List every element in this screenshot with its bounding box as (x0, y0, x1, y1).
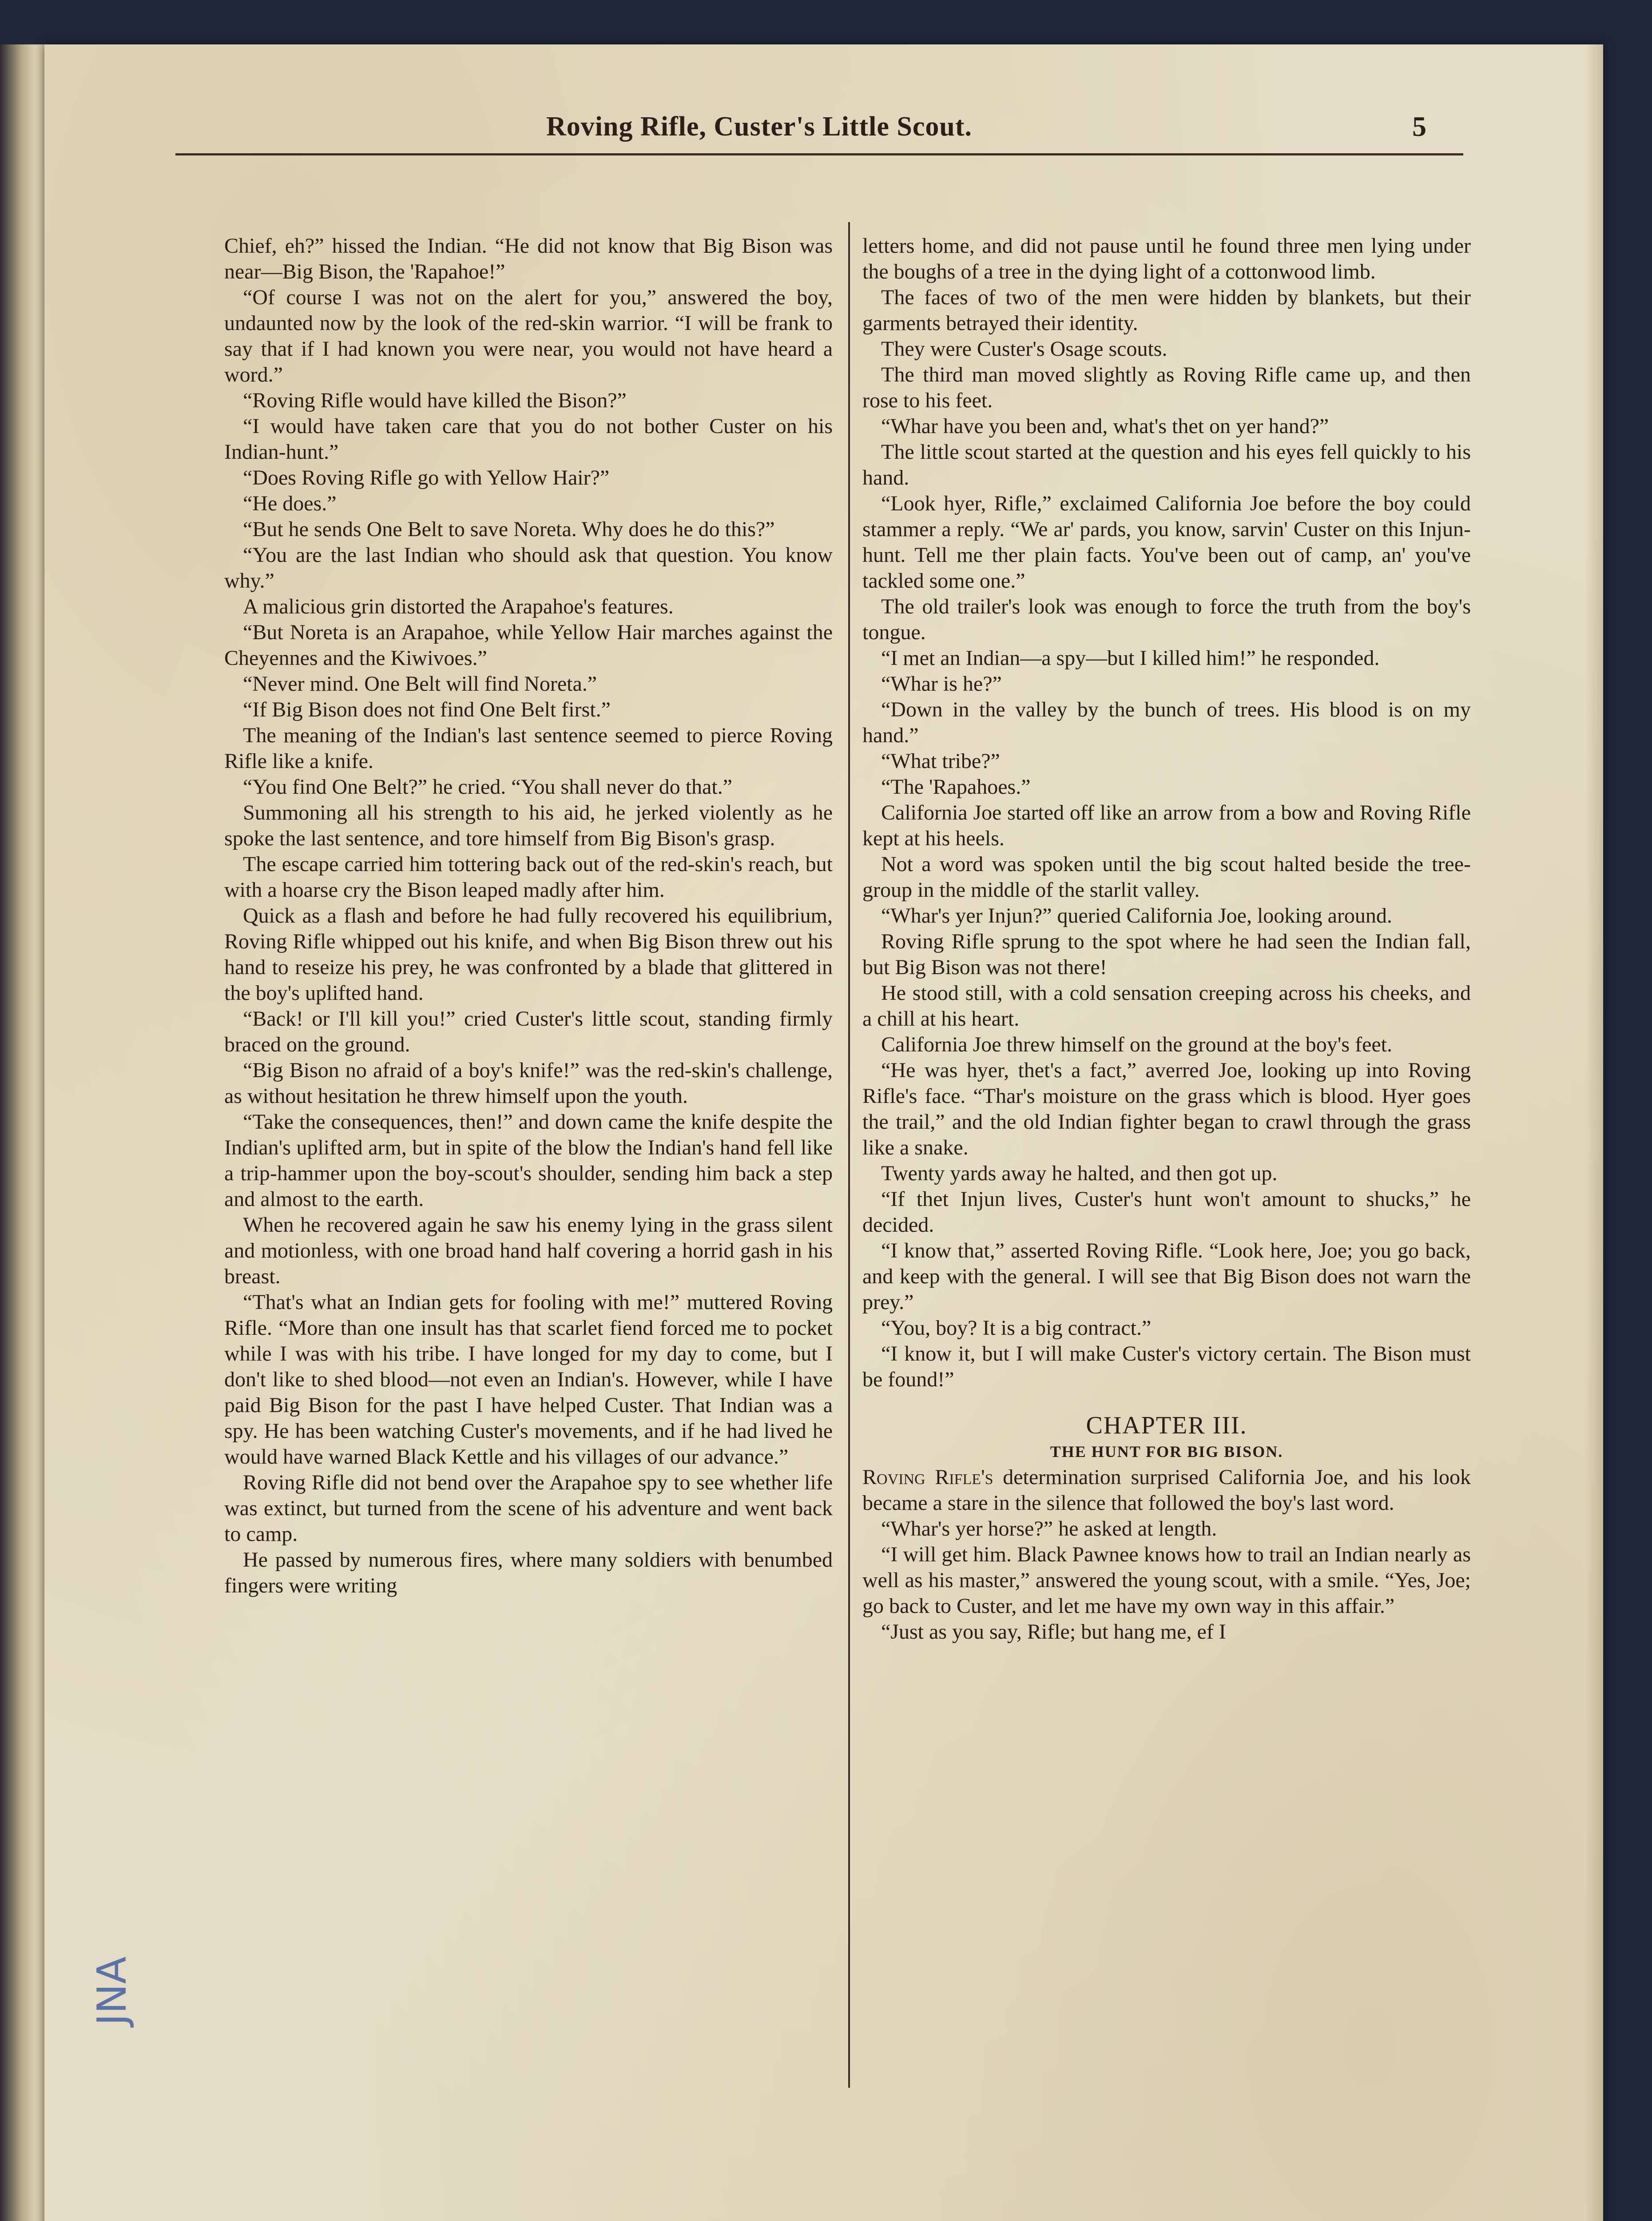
paragraph: “Whar is he?” (881, 672, 1002, 696)
left-column (224, 233, 833, 1599)
paragraph: Roving Rifle did not bend over the Arapahoe spy to see whether life was extinct, but turned from the scene of his adventure and went back to camp. (224, 1471, 833, 1546)
margin-note: JNA (89, 1956, 135, 2026)
paragraph: They were Custer's Osage scouts. (881, 337, 1168, 361)
paragraph: A malicious grin distorted the Arapahoe's features. (243, 595, 674, 618)
paragraph: “You are the last Indian who should ask that question. You know why.” (224, 543, 833, 593)
paragraph: When he recovered again he saw his enemy lying in the grass silent and motionless, with one broad hand half covering a horrid gash in his breast. (224, 1213, 833, 1288)
paragraph: “If thet Injun lives, Custer's hunt won't amount to shucks,” he decided. (862, 1187, 1471, 1237)
paragraph: “Just as you say, Rifle; but hang me, ef I (881, 1620, 1226, 1644)
paragraph: He passed by numerous fires, where many soldiers with benumbed fingers were writing (224, 1548, 833, 1597)
paragraph: letters home, and did not pause until he found three men lying under the boughs of a tree in the dying light of a cottonwood limb. (862, 234, 1471, 283)
paragraph: “Roving Rifle would have killed the Bison?” (243, 389, 627, 412)
paragraph: Quick as a flash and before he had fully recovered his equilibrium, Roving Rifle whipped out his knife, and when Big Bison threw out his hand to reseize his prey, he was confronted by a blade that glittered in the boy's uplifted hand. (224, 904, 833, 1005)
running-header-title: Roving Rifle, Custer's Little Scout. (546, 111, 973, 142)
paragraph: “But Noreta is an Arapahoe, while Yellow Hair marches against the Cheyennes and the Kiwivoes.” (224, 621, 833, 670)
paragraph: The third man moved slightly as Roving Rifle came up, and then rose to his feet. (862, 363, 1471, 412)
paragraph: Chief, eh?” hissed the Indian. “He did not know that Big Bison was near—Big Bison, the 'Rapahoe!” (224, 234, 833, 283)
binding-spine (0, 44, 49, 2221)
paragraph: “I would have taken care that you do not bother Custer on his Indian-hunt.” (224, 414, 833, 464)
paragraph: “I will get him. Black Pawnee knows how to trail an Indian nearly as well as his master,” answered the young scout, with a smile. “Yes, Joe; go back to Custer, and let me have my own way in this affair.” (862, 1543, 1471, 1618)
paragraph: “Of course I was not on the alert for you,” answered the boy, undaunted now by the look of the red-skin warrior. “I will be frank to say that if I had known you were near, you would not have heard a word.” (224, 286, 833, 386)
paragraph: “What tribe?” (881, 749, 1000, 773)
paragraph: “You find One Belt?” he cried. “You shall never do that.” (243, 775, 732, 799)
paragraph: “Down in the valley by the bunch of trees. His blood is on my hand.” (862, 698, 1471, 747)
paragraph-lead: Roving Rifle's (862, 1465, 993, 1489)
right-column (862, 233, 1471, 1645)
paragraph: “I met an Indian—a spy—but I killed him!” he responded. (881, 646, 1380, 670)
paragraph: “Big Bison no afraid of a boy's knife!” was the red-skin's challenge, as without hesitation he threw himself upon the youth. (224, 1059, 833, 1108)
paragraph: “You, boy? It is a big contract.” (881, 1316, 1152, 1340)
paragraph: “If Big Bison does not find One Belt first.” (243, 698, 611, 721)
paragraph-text: determination surprised California Joe, and his look became a stare in the silence that followed the boy's last word. (862, 1465, 1471, 1515)
paragraph: “Whar's yer Injun?” queried California Joe, looking around. (881, 904, 1392, 927)
page-edge (1585, 44, 1603, 2221)
paragraph: The meaning of the Indian's last sentence seemed to pierce Roving Rifle like a knife. (224, 724, 833, 773)
paragraph: “Does Roving Rifle go with Yellow Hair?” (243, 466, 610, 490)
paragraph: “Never mind. One Belt will find Noreta.” (243, 672, 597, 696)
page-number: 5 (1412, 111, 1426, 142)
paragraph: “Back! or I'll kill you!” cried Custer's little scout, standing firmly braced on the ground. (224, 1007, 833, 1056)
paragraph: “Whar have you been and, what's thet on yer hand?” (881, 414, 1329, 438)
paragraph: “That's what an Indian gets for fooling with me!” muttered Roving Rifle. “More than one insult has that scarlet fiend forced me to pocket while I was with his tribe. I have longed for my day to come, but I don't like to shed blood—not even an Indian's. However, while I have paid Big Bison for the past I have helped Custer. That Indian was a spy. He has been watching Custer's movements, and if he had lived he would have warned Black Kettle and his villages of our advance.” (224, 1290, 833, 1469)
chapter-heading: CHAPTER III. (1086, 1412, 1247, 1439)
paragraph: Twenty yards away he halted, and then got up. (881, 1162, 1278, 1185)
paragraph: “I know that,” asserted Roving Rifle. “Look here, Joe; you go back, and keep with the general. I will see that Big Bison does not warn the prey.” (862, 1239, 1471, 1314)
paragraph: “Whar's yer horse?” he asked at length. (881, 1517, 1217, 1540)
column-divider (848, 222, 850, 2088)
paragraph: The faces of two of the men were hidden by blankets, but their garments betrayed their identity. (862, 286, 1471, 335)
paragraph: The little scout started at the question and his eyes fell quickly to his hand. (862, 440, 1471, 490)
header-rule (175, 153, 1463, 155)
paragraph (862, 1465, 1471, 1516)
paragraph: “Look hyer, Rifle,” exclaimed California Joe before the boy could stammer a reply. “We ar' pards, you know, sarvin' Custer on this Injun-hunt. Tell me ther plain facts. You've been out of camp, an' you've tackled some one.” (862, 492, 1471, 593)
paragraph: “He was hyer, thet's a fact,” averred Joe, looking up into Roving Rifle's face. “Thar's moisture on the grass which is blood. Hyer goes the trail,” and the old Indian fighter began to crawl through the grass like a snake. (862, 1059, 1471, 1159)
paragraph: “The 'Rapahoes.” (881, 775, 1031, 799)
paragraph: “I know it, but I will make Custer's victory certain. The Bison must be found!” (862, 1342, 1471, 1391)
chapter-subtitle: THE HUNT FOR BIG BISON. (1050, 1443, 1283, 1461)
paragraph: Roving Rifle sprung to the spot where he had seen the Indian fall, but Big Bison was not there! (862, 930, 1471, 979)
paragraph: Summoning all his strength to his aid, he jerked violently as he spoke the last sentence, and tore himself from Big Bison's grasp. (224, 801, 833, 850)
paragraph: California Joe threw himself on the ground at the boy's feet. (881, 1033, 1393, 1056)
paragraph: He stood still, with a cold sensation creeping across his cheeks, and a chill at his heart. (862, 981, 1471, 1031)
paragraph: “He does.” (243, 492, 337, 515)
paragraph: California Joe started off like an arrow from a bow and Roving Rifle kept at his heels. (862, 801, 1471, 850)
paragraph: The old trailer's look was enough to force the truth from the boy's tongue. (862, 595, 1471, 644)
paragraph: Not a word was spoken until the big scout halted beside the tree-group in the middle of the starlit valley. (862, 852, 1471, 902)
paragraph: The escape carried him tottering back out of the red-skin's reach, but with a hoarse cry the Bison leaped madly after him. (224, 852, 833, 902)
paragraph: “But he sends One Belt to save Noreta. Why does he do this?” (243, 517, 775, 541)
paragraph: “Take the consequences, then!” and down came the knife despite the Indian's uplifted arm, but in spite of the blow the Indian's hand fell like a trip-hammer upon the boy-scout's shoulder, sending him back a step and almost to the earth. (224, 1110, 833, 1211)
